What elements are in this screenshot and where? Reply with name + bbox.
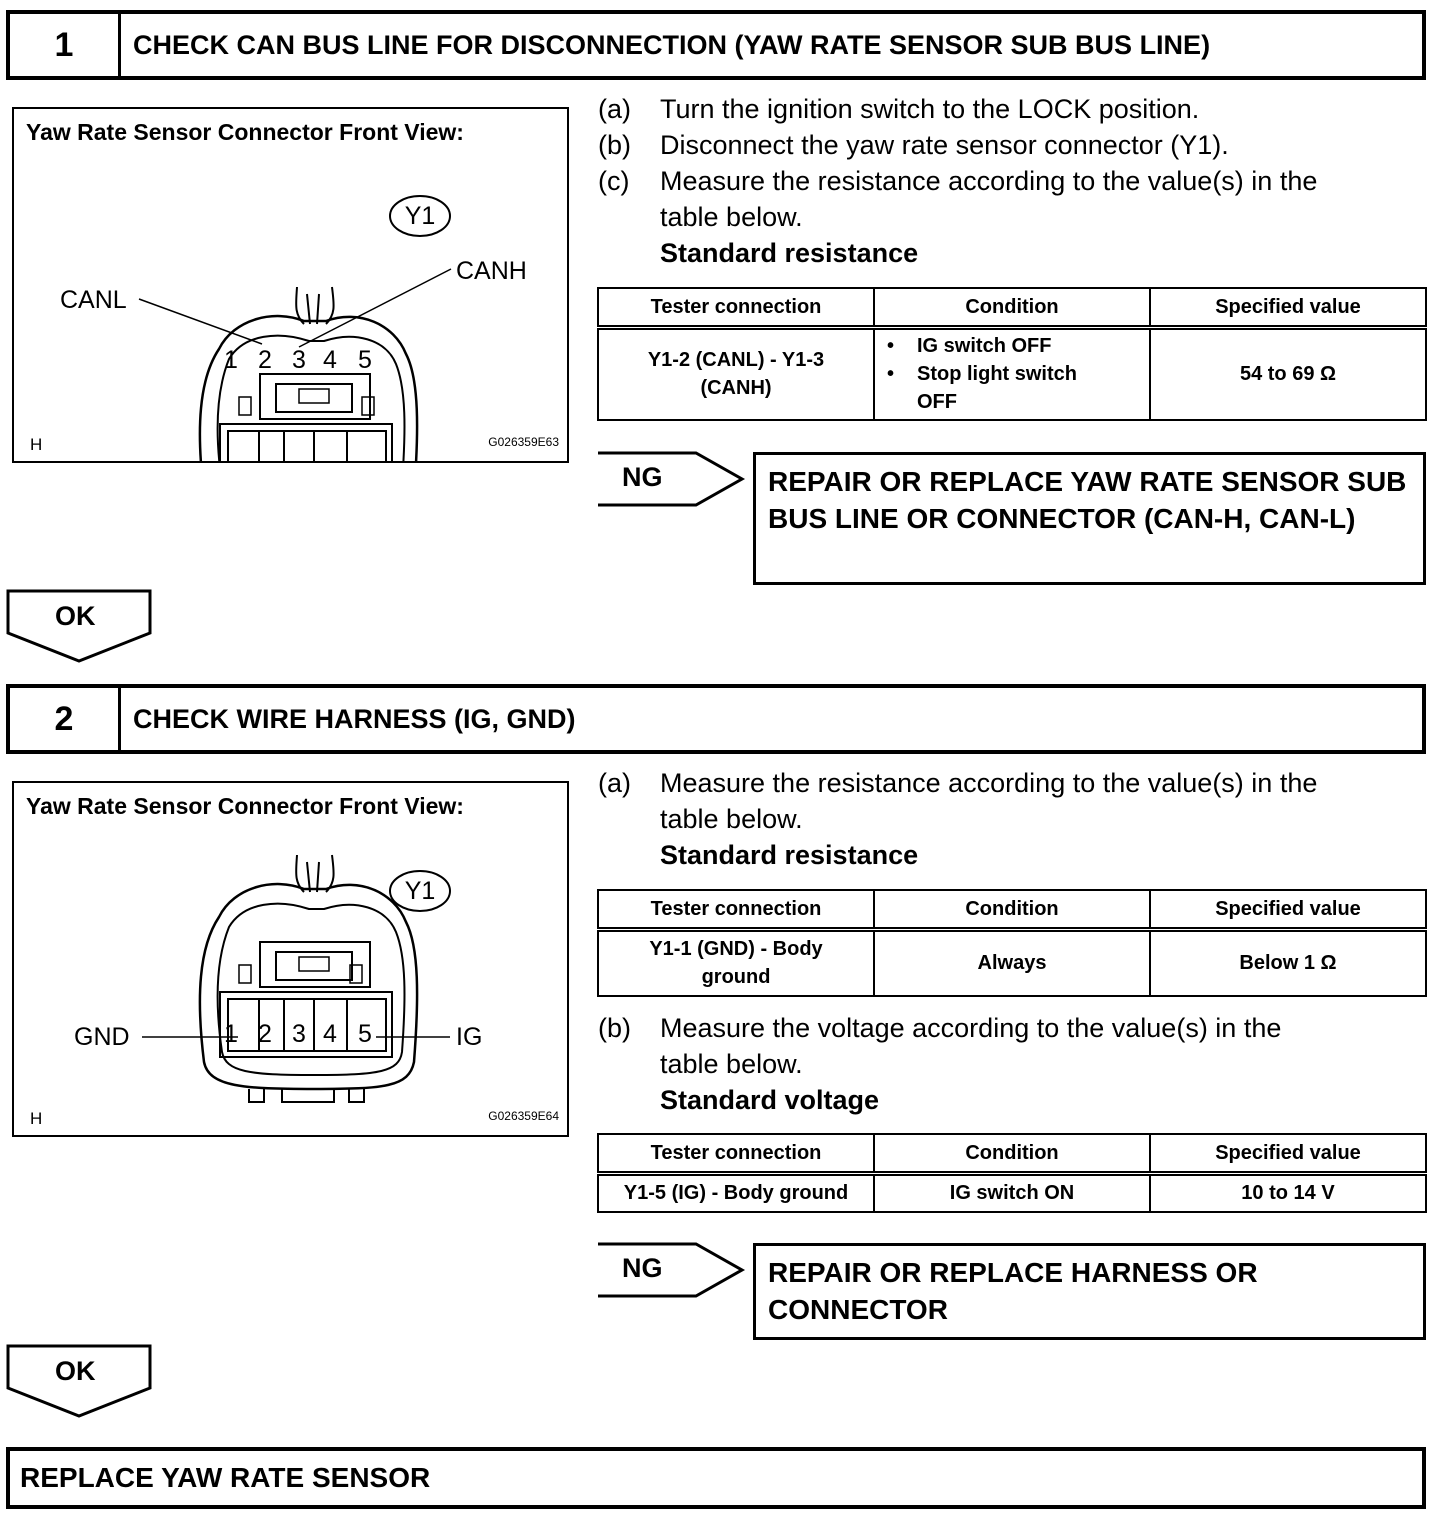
cell-value: 54 to 69 Ω xyxy=(1150,328,1426,420)
connector-label: Y1 xyxy=(404,877,436,905)
pin-4: 4 xyxy=(323,1020,337,1048)
figure-title: Yaw Rate Sensor Connector Front View: xyxy=(26,119,464,145)
pin-labels xyxy=(216,346,386,376)
header-tester: Tester connection xyxy=(598,890,874,930)
header-condition: Condition xyxy=(874,288,1150,328)
standard-resistance-label: Standard resistance xyxy=(660,238,919,268)
cell-tester: Y1-1 (GND) - Body ground xyxy=(598,930,874,996)
instruction-a: (a) Turn the ignition switch to the LOCK position. xyxy=(598,94,1200,124)
ok-label-2: OK xyxy=(55,1356,96,1386)
header-tester: Tester connection xyxy=(598,1134,874,1174)
spec-table-1 xyxy=(597,287,1427,421)
step-number: 1 xyxy=(10,14,121,76)
pin-5: 5 xyxy=(358,346,372,374)
pin-3: 3 xyxy=(292,346,306,374)
ng-arrow-2 xyxy=(596,1242,746,1298)
figure-corner: H xyxy=(30,435,43,454)
instruction-b: (b) Disconnect the yaw rate sensor connector (Y1). xyxy=(598,130,1229,160)
condition-item: • IG switch OFF xyxy=(881,332,1143,360)
header-condition: Condition xyxy=(874,890,1150,930)
instruction-c-cont: table below. xyxy=(660,202,803,232)
figure-corner: H xyxy=(30,1109,43,1128)
connector-figure-2 xyxy=(12,781,569,1137)
cell-condition xyxy=(874,328,1150,420)
ng-result-2: REPAIR OR REPLACE HARNESS OR CONNECTOR xyxy=(753,1243,1426,1340)
pin-2: 2 xyxy=(258,1020,272,1048)
cell-condition: IG switch ON xyxy=(874,1174,1150,1212)
step-2-header xyxy=(6,684,1426,754)
header-condition: Condition xyxy=(874,1134,1150,1174)
spec-table-2a xyxy=(597,889,1427,997)
spec-table-2b xyxy=(597,1133,1427,1213)
header-value: Specified value xyxy=(1150,1134,1426,1174)
figure-code: G026359E63 xyxy=(488,435,559,449)
pin-1: 1 xyxy=(224,346,238,374)
ok-label-1: OK xyxy=(55,601,96,631)
pin-3: 3 xyxy=(292,1020,306,1048)
cell-condition: Always xyxy=(874,930,1150,996)
ng-label-2: NG xyxy=(622,1253,663,1283)
step-1-header xyxy=(6,10,1426,80)
header-tester: Tester connection xyxy=(598,288,874,328)
connector-diagram xyxy=(14,783,567,1135)
pin-5: 5 xyxy=(358,1020,372,1048)
instruction-b-cont: table below. xyxy=(660,1049,803,1079)
cell-value: Below 1 Ω xyxy=(1150,930,1426,996)
step-number: 2 xyxy=(10,688,121,750)
connector-label: Y1 xyxy=(404,202,436,230)
ng-label-1: NG xyxy=(622,462,663,492)
standard-resistance-label: Standard resistance xyxy=(660,840,919,870)
standard-voltage-label: Standard voltage xyxy=(660,1085,880,1115)
cell-value: 10 to 14 V xyxy=(1150,1174,1426,1212)
instruction-a-cont: table below. xyxy=(660,804,803,834)
header-value: Specified value xyxy=(1150,288,1426,328)
instruction-a: (a) Measure the resistance according to the value(s) in the xyxy=(598,768,1318,798)
gnd-label: GND xyxy=(74,1023,130,1051)
canh-label: CANH xyxy=(456,257,527,285)
ig-label: IG xyxy=(456,1023,483,1051)
pin-2: 2 xyxy=(258,346,272,374)
step-title: CHECK WIRE HARNESS (IG, GND) xyxy=(133,703,576,734)
pin-1: 1 xyxy=(224,1020,238,1048)
ng-result-1: REPAIR OR REPLACE YAW RATE SENSOR SUB BUS LINE OR CONNECTOR (CAN-H, CAN-L) xyxy=(753,452,1426,585)
header-value: Specified value xyxy=(1150,890,1426,930)
canl-label: CANL xyxy=(60,286,127,314)
cell-tester: Y1-2 (CANL) - Y1-3 (CANH) xyxy=(598,328,874,420)
ng-arrow-1 xyxy=(596,451,746,507)
pin-labels xyxy=(216,1020,386,1050)
instruction-c: (c) Measure the resistance according to the value(s) in the xyxy=(598,166,1318,196)
connector-figure-1 xyxy=(12,107,569,463)
cell-tester: Y1-5 (IG) - Body ground xyxy=(598,1174,874,1212)
pin-4: 4 xyxy=(323,346,337,374)
condition-item: • Stop light switch OFF xyxy=(881,360,1143,416)
step-title: CHECK CAN BUS LINE FOR DISCONNECTION (YAW RATE SENSOR SUB BUS LINE) xyxy=(133,29,1211,60)
final-action: REPLACE YAW RATE SENSOR xyxy=(6,1447,1426,1509)
figure-code: G026359E64 xyxy=(488,1109,559,1123)
instruction-b: (b) Measure the voltage according to the value(s) in the xyxy=(598,1013,1282,1043)
figure-title: Yaw Rate Sensor Connector Front View: xyxy=(26,793,464,819)
